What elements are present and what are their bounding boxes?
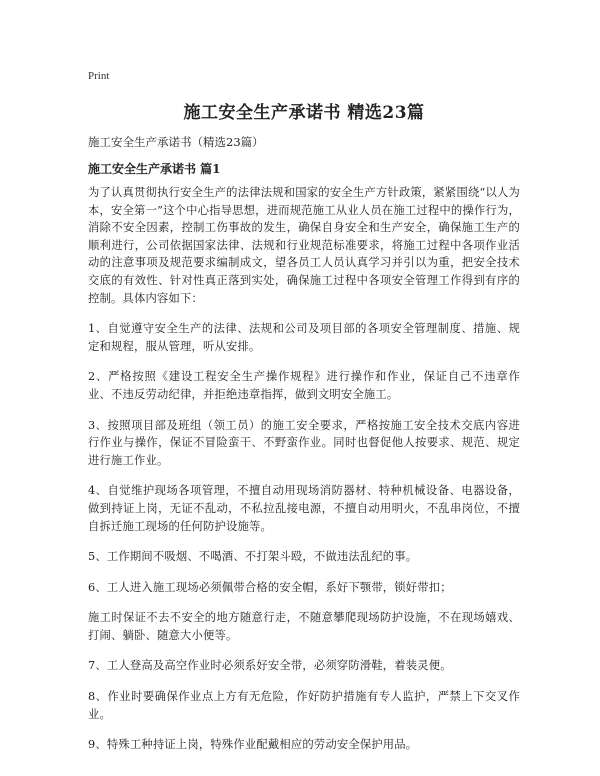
clause-7: 7、工人登高及高空作业时必须系好安全带，必须穿防滑鞋，着装灵便。 [88,659,452,673]
clause-9: 9、特殊工种持证上岗，特殊作业配戴相应的劳动安全保护用品。 [88,738,418,752]
clause-2: 2、严格按照《建设工程安全生产操作规程》进行操作和作业，保证自己不违章作业、不违反劳动纪律，并拒绝违章指挥，做到文明安全施工。 [88,370,520,401]
clause-6-continued: 施工时保证不去不安全的地方随意行走，不随意攀爬现场防护设施，不在现场嬉戏、打闹、躺卧、随意大小便等。 [88,611,520,642]
section-heading: 施工安全生产承诺书 篇1 [88,162,221,176]
clause-5: 5、工作期间不吸烟、不喝酒、不打架斗殴，不做违法乱纪的事。 [88,550,418,564]
document-subtitle: 施工安全生产承诺书（精选23篇） [88,135,264,149]
page-title: 施工安全生产承诺书 精选23篇 [183,103,425,123]
clause-3: 3、按照项目部及班组（领工员）的施工安全要求，严格按施工安全技术交底内容进行作业与操作，保证不冒险蛮干、不野蛮作业。同时也督促他人按要求、规范、规定进行施工作业。 [88,418,520,467]
print-link[interactable]: Print [88,70,110,82]
clause-8: 8、作业时要确保作业点上方有无危险，作好防护措施有专人监护，严禁上下交叉作业。 [88,690,520,721]
clause-6: 6、工人进入施工现场必须佩带合格的安全帽，系好下颚带，锁好带扣； [88,580,452,594]
document-body [88,184,520,767]
clause-4: 4、自觉维护现场各项管理，不擅自动用现场消防器材、特种机械设备、电器设备，做到持证上岗，无证不乱动，不私拉乱接电源，不擅自动用明火，不乱串岗位，不擅自拆迁施工现场的任何防护设施等。 [88,484,520,533]
intro-paragraph: 为了认真贯彻执行安全生产的法律法规和国家的安全生产方针政策，紧紧围绕“以人为本，安全第一”这个中心指导思想，进而规范施工从业人员在施工过程中的操作行为，消除不安全因素，控制工伤事故的发生，确保自身安全和生产安全，确保施工生产的顺利进行，公司依据国家法律、法规和行业规范标准要求，将施工过程中各项作业活动的注意事项及规范要求编制成文，望各员工人员认真学习并引以为重，把安全技术交底的有效性、针对性真正落到实处，确保施工过程中各项安全管理工作得到有序的控制。具体内容如下： [88,186,520,305]
clause-1: 1、自觉遵守安全生产的法律、法规和公司及项目部的各项安全管理制度、措施、规定和规程，服从管理，听从安排。 [88,322,520,353]
